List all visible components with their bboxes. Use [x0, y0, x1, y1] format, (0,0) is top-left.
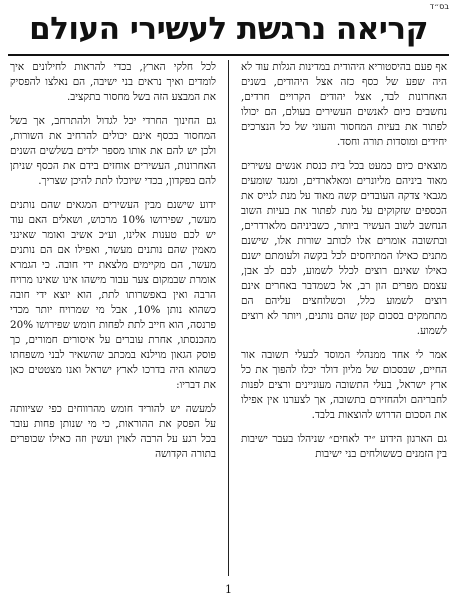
paragraph: גם הארגון הידוע ״יד לאחים״ שניהלו בעבר ישיבות בין הזמנים כששולחים בני ישיבות — [241, 433, 447, 460]
right-column — [241, 60, 447, 578]
paragraph: גם החינוך החרדי יכל לגדול ולהתרחב, אך בשל המחסור בכסף אינם יכולים להרחיב את השורות, ולכן יש להם את אותו מספר ילדים בשלשים השנים האחרונות, העשירים אוחזים בידם את הכסף שניתן להם בפקדון, בכדי שיוכלו לתת להיכן שצריך. — [10, 115, 216, 187]
page-title: קריאה נרגשת לעשירי העולם — [29, 11, 428, 47]
paragraph: לכל חלקי הארץ, בכדי להראות לחילונים איך לומדים ואיך נראים בני ישיבה, הם נאלצו להפסיק את המבצע הזה בשל מחסור בתקציב. — [10, 61, 216, 103]
paragraph: למעשה יש להוריד חומש מהרווחים כפי שציוותה על הפסק את ההוראות, כי מי שנותן פחות עובר בכל רגע על הרבה לאוין ועשין וזה כאילו שכופרים בתורה הקדושה — [10, 403, 216, 460]
paragraph: אמר לי אחד ממנהלי המוסד לבעלי תשובה אור החיים, שבסכום של מליון דולר יכלו להפוך את כל ארץ ישראל, בעלי התשובה מעוניינים ורצים לפנות לחבריהם ולהחזירם בתשובה, אך לצערנו אין אפילו את הסכום הדרוש להוצאות בלבד. — [241, 349, 447, 421]
column-divider — [228, 60, 229, 576]
header-mark: בס״ד — [429, 2, 449, 11]
paragraph: מוצאים כיום כמעט בכל בית כנסת אנשים עשירים מאוד ביניהם מליונרים ומאלארדים, ומנגד שומעים מגבאי צדקה העובדים קשה מאוד על מנת לגייס את הכספים שזקוקים על מנת לפתור את בעיות השוב הנחשב לשוב העשיר ביותר, כשביניהם מלארדרים, ובתשובה אומרים אלו לכותב שורות אלו, שישנם מתנים כאילו המתיחסים לכל בקשה ולעומתם ישנם כאילו שאינם רוצים לכלל לשמוע, לכם לב אבן, עצמם מפרים הון רב, אל כשמדבר באחרים אינם רוצים לשמוע כלל, וכשלוחצים עליהם הם מתחמקים בסכום קטן שהם נותנים, ויותר לא רוצים לשמוע. — [241, 160, 447, 337]
paragraph: ידוע שישנם מבין העשירים המגאים שהם נותנים מעשר, שפירושו 10% מרכוש, ושאלים האם עוד יש לכם טענות אלינו, וע״כ אשיב ואומר שאינני מאמין שהם נותנים מעשר, ואפילו אם הם נותנים מעשר, הם מקיימים מלצאת ידי חובה. כי הגמרא אומרת שבמקום צער עבור מישהו אינו שאינו מרויח הרבה ואין באפשרותו לתת, הוא יוצא ידי חובה כשהוא נותן 10%, אבל מי שמרויח יותר מכדי פרנסה, הוא חייב לתת לפחות חומש שפירושו 20% מהכנסתו, אחרת עוברים על איסורים חמורים, כך פוסק הגאון מוילנא במכתב שהשאיר לבני משפחתו כשהוא היה בדרכו לארץ ישראל ואנו מצטטים כאן את דבריו: — [10, 199, 216, 391]
paragraph: אף פעם בהיסטוריא היהודית במדינות הגלות עוד לא היה שפע של כסף כזה אצל היהודים, בשנים האחרונות לבד, אצל יהודים הקרויים חרדים, נחשבים כיום לאנשים העשירים בעולם, הם יכולו לפתור את בעיות המחסור והעוני של כל הנצרכים יחידים ומוסדות תורה וחסד. — [241, 61, 447, 148]
left-column — [10, 60, 216, 578]
title-rule — [8, 54, 449, 56]
page-number: 1 — [225, 583, 232, 596]
